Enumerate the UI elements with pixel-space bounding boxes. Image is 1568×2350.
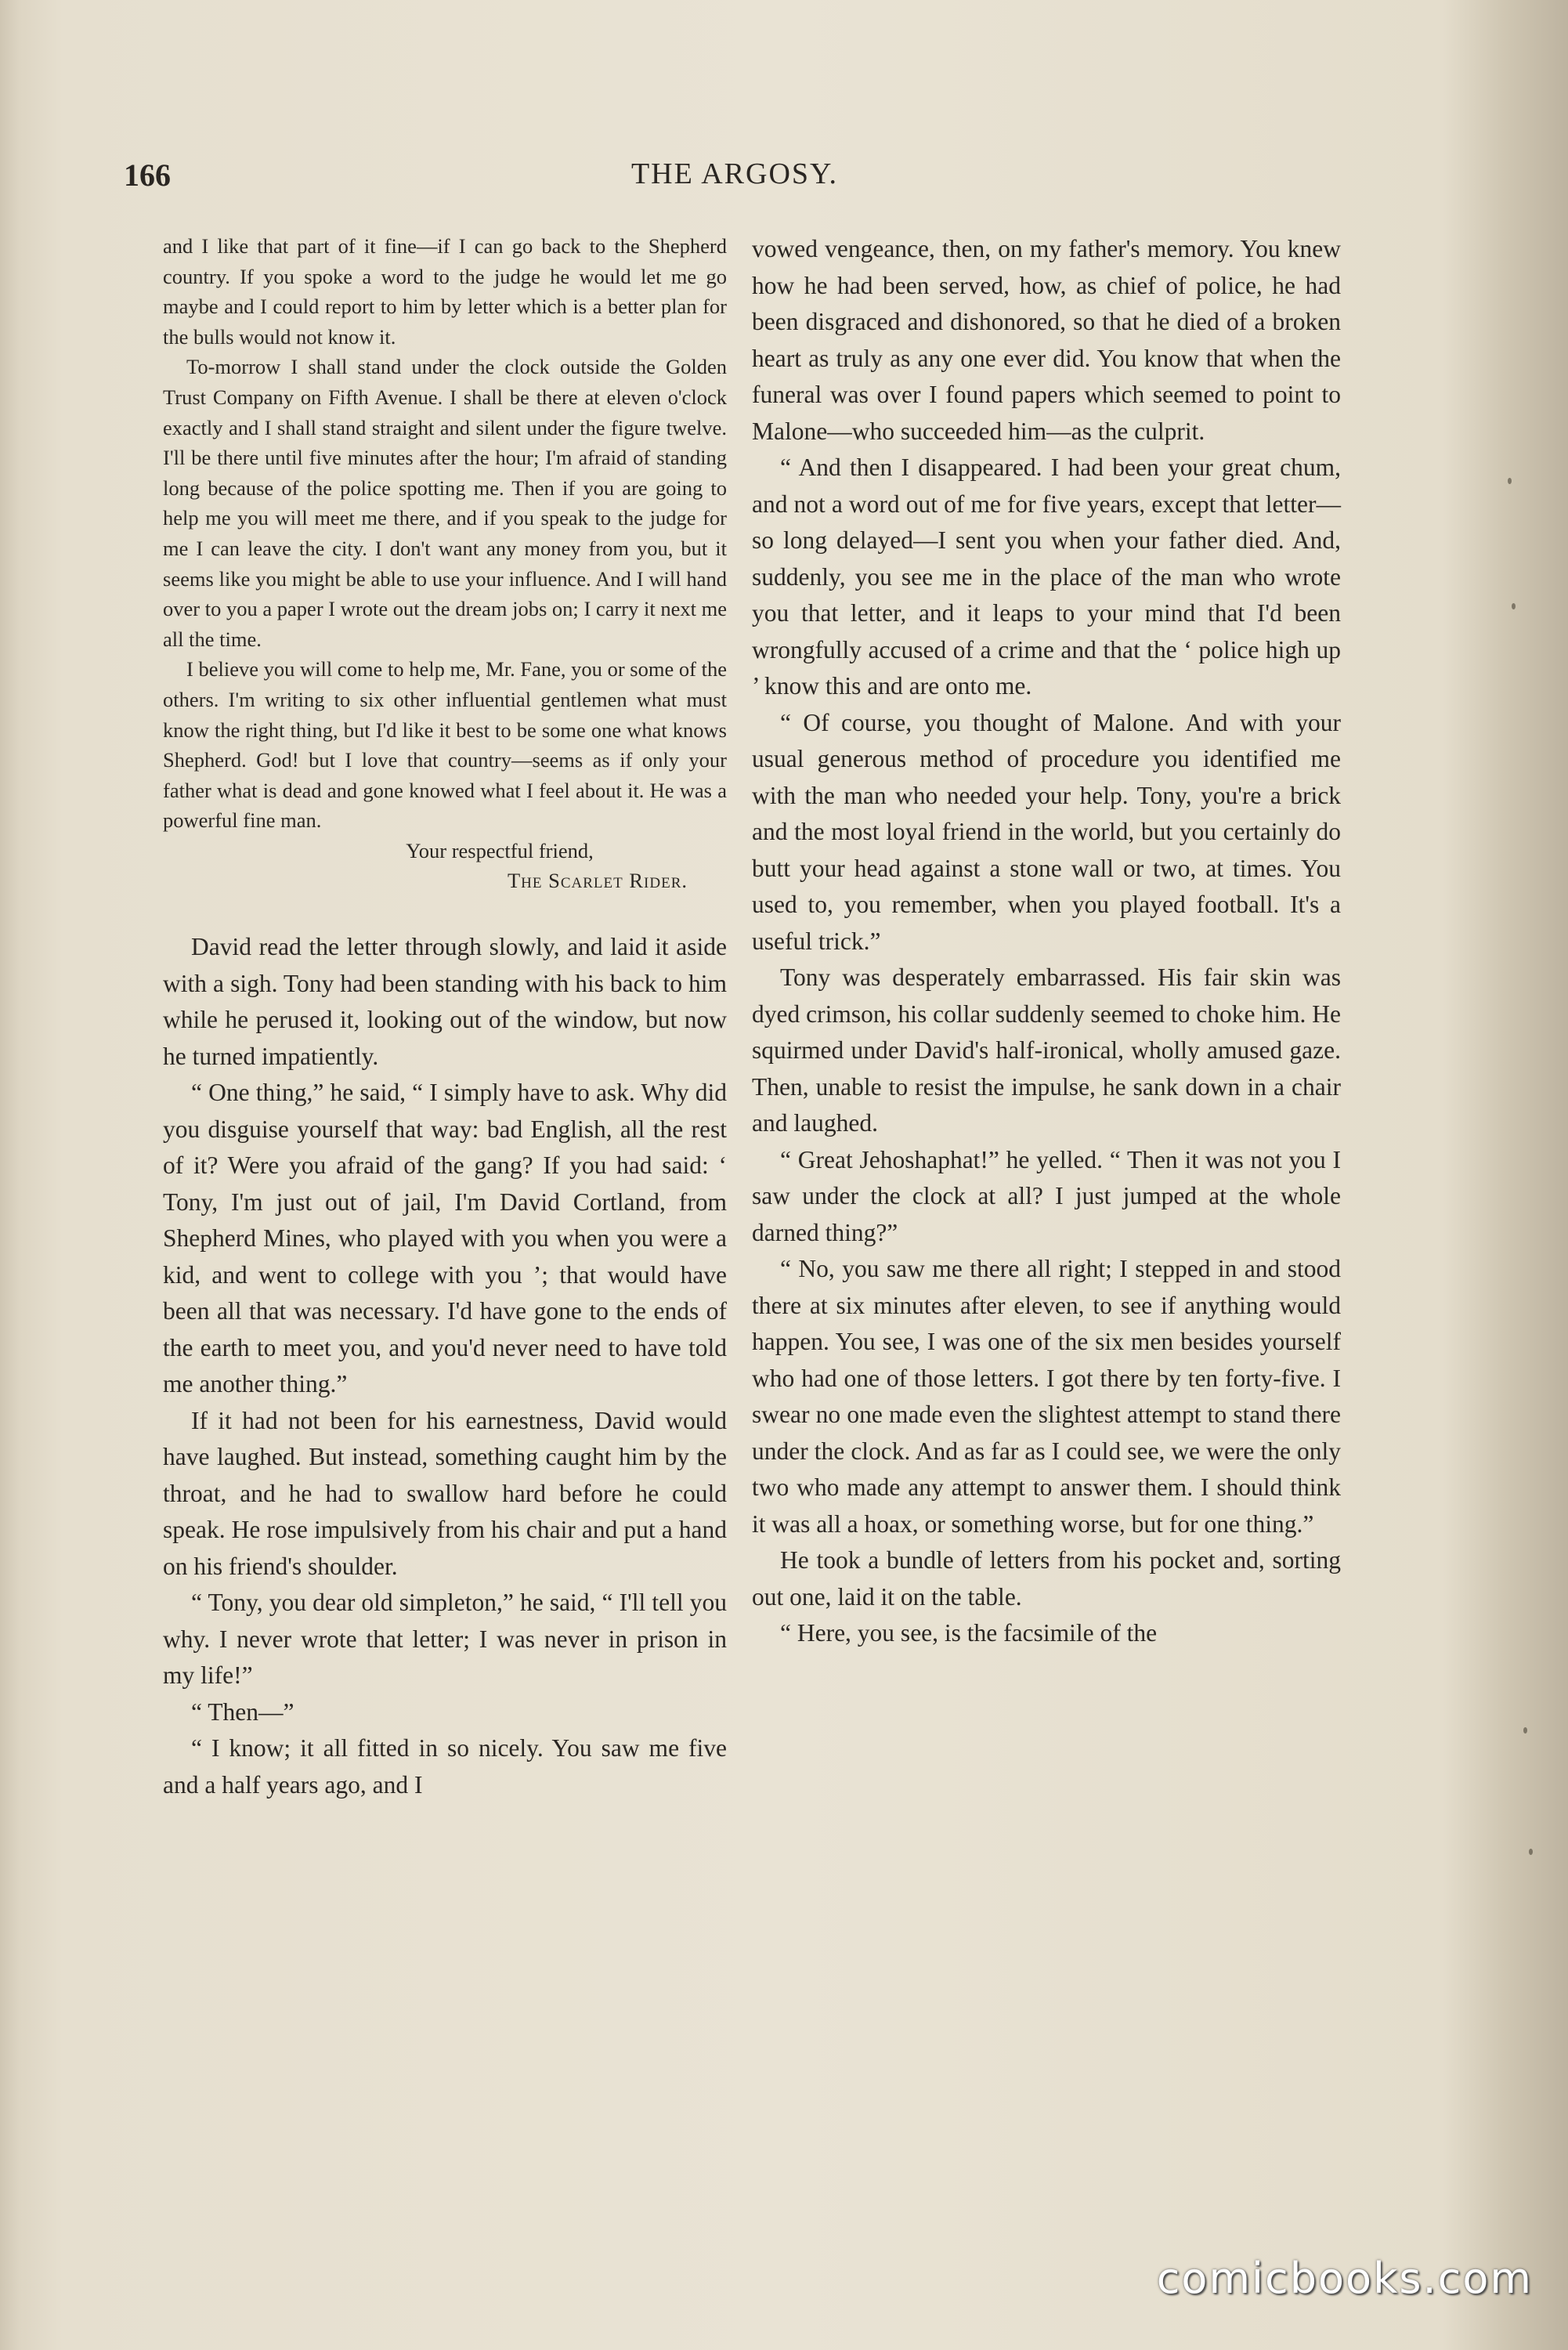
letter-block [163, 231, 727, 896]
paragraph: “ Here, you see, is the facsimile of the [780, 1619, 1158, 1647]
right-column [752, 231, 1341, 1652]
left-column [163, 231, 727, 1803]
letter-paragraph: and I like that part of it fine—if I can go back to the Shepherd country. If you spoke a word to the judge he would let me go maybe and I could report to him by letter which is a better plan for the bulls would not know it. [163, 234, 727, 349]
paragraph: “ Of course, you thought of Malone. And with your usual generous method of procedure you identified me with the man who needed your help. Tony, you're a brick and the most loyal friend in the world, but you certainly do butt your head against a stone wall or two, at times. You used to, you remember, when you played football. It's a useful trick.” [752, 708, 1341, 955]
page-header [124, 157, 1346, 212]
paragraph: “ I know; it all fitted in so nicely. You saw me five and a half years ago, and I [163, 1734, 727, 1799]
paragraph: “ Tony, you dear old simpleton,” he said, “ I'll tell you why. I never wrote that letter; I was never in prison in my life!” [163, 1589, 727, 1690]
paragraph: David read the letter through slowly, and laid it aside with a sigh. Tony had been standing with his back to him while he perused it, looking out of the window, but now he turned impatiently. [163, 933, 727, 1070]
running-head: THE ARGOSY. [630, 157, 839, 190]
paper-speck [1523, 1727, 1527, 1734]
paper-speck [1512, 603, 1516, 609]
letter-signature: The Scarlet Rider. [507, 869, 688, 893]
paragraph: If it had not been for his earnestness, David would have laughed. But instead, something caught him by the throat, and he had to swallow hard before he could speak. He rose impulsively from his chair and put a hand on his friend's shoulder. [163, 1406, 727, 1580]
page-number: 166 [124, 157, 171, 193]
letter-paragraph: I believe you will come to help me, Mr. Fane, you or some of the others. I'm writing to six other influential gentlemen what must know the right thing, but I'd like it best to be some one what knows Shepherd. God! but I love that country—seems as if only your father what is dead and gone knowed what I feel about it. He was a powerful fine man. [163, 657, 727, 833]
letter-closing: Your respectful friend, [406, 838, 594, 862]
narrative-left [163, 929, 727, 1803]
paragraph: “ Then—” [191, 1697, 294, 1726]
paragraph: Tony was desperately embarrassed. His fair skin was dyed crimson, his collar suddenly seemed to choke him. He squirmed under David's half-ironical, wholly amused gaze. Then, unable to resist the impulse, he sank down in a chair and laughed. [752, 964, 1341, 1137]
paragraph: “ No, you saw me there all right; I stepped in and stood there at six minutes after eleven, to see if anything would happen. You see, I was one of the six men besides yourself who had one of those letters. I got there by ten forty-five. I swear no one made even the slightest attempt to stand there under the clock. And as far as I could see, we were the only two who made any attempt to answer them. I should think it was all a hoax, or something worse, but for one thing.” [752, 1255, 1341, 1538]
paragraph: “ One thing,” he said, “ I simply have to ask. Why did you disguise yourself that way: bad English, all the rest of it? Were you afraid of the gang? If you had said: ‘ Tony, I'm just out of jail, I'm David Cortland, from Shepherd Mines, who played with you when you were a kid, and went to college with you ’; that would have been all that was necessary. I'd have gone to the ends of the earth to meet you, and you'd never need to have told me another thing.” [163, 1079, 727, 1398]
paper-speck [1508, 478, 1512, 484]
paragraph: vowed vengeance, then, on my father's memory. You knew how he had been served, how, as chief of police, he had been disgraced and dishonored, so that he died of a broken heart as truly as any one ever did. You know that when the funeral was over I found papers which seemed to point to Malone—who succeeded him—as the culprit. [752, 235, 1341, 445]
letter-paragraph: To-morrow I shall stand under the clock outside the Golden Trust Company on Fifth Avenue. I shall be there at eleven o'clock exactly and I shall stand straight and silent under the figure twelve. I'll be there until five minutes after the hour; I'm afraid of standing long because of the police spotting me. Then if you are going to help me you will meet me there, and if you speak to the judge for me I can leave the city. I don't want any money from you, but it seems like you might be able to use your influence. And I will hand over to you a paper I wrote out the dream jobs on; I carry it next me all the time. [163, 355, 727, 651]
paragraph: “ Great Jehoshaphat!” he yelled. “ Then it was not you I saw under the clock at all? I just jumped at the whole darned thing?” [752, 1145, 1341, 1246]
paragraph: He took a bundle of letters from his pocket and, sorting out one, laid it on the table. [752, 1546, 1341, 1611]
paper-speck [1529, 1849, 1533, 1855]
paragraph: “ And then I disappeared. I had been your great chum, and not a word out of me for five years, except that letter—so long delayed—I sent you when your father died. And, suddenly, you see me in the place of the man who wrote you that letter, and it leaps to your mind that I'd been wrongfully accused of a crime and that the ‘ police high up ’ know this and are onto me. [752, 454, 1341, 700]
watermark: comicbooks.com [1156, 2254, 1533, 2303]
